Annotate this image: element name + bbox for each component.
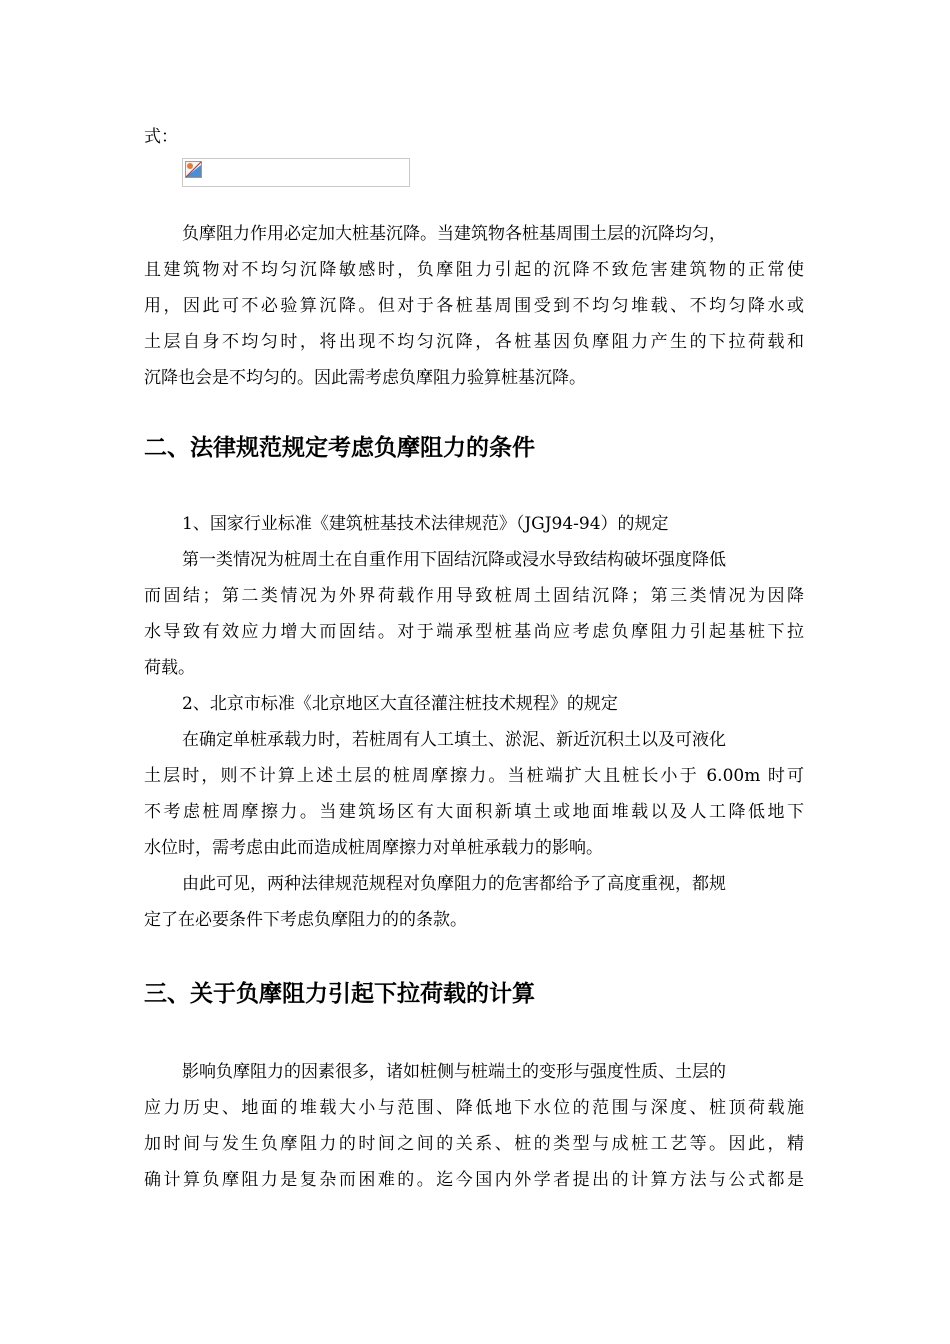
section-heading-3: 三、关于负摩阻力引起下拉荷载的计算 (144, 981, 535, 1007)
item1-title: 1、国家行业标准《建筑桩基技术法律规范》（JGJ94-94）的规定 (182, 514, 669, 534)
paragraph-line: 而固结；第二类情况为外界荷载作用导致桩周土固结沉降；第三类情况为因降 (144, 586, 804, 606)
paragraph-line: 影响负摩阻力的因素很多，诸如桩侧与桩端土的变形与强度性质、土层的 (182, 1062, 726, 1082)
paragraph-line: 用，因此可不必验算沉降。但对于各桩基周围受到不均匀堆载、不均匀降水或 (144, 296, 804, 316)
paragraph-line: 由此可见，两种法律规范规程对负摩阻力的危害都给予了高度重视，都规 (182, 874, 726, 894)
paragraph-line: 在确定单桩承载力时，若桩周有人工填土、淤泥、新近沉积土以及可液化 (182, 730, 726, 750)
paragraph-line: 确计算负摩阻力是复杂而困难的。迄今国内外学者提出的计算方法与公式都是 (144, 1170, 804, 1190)
formula-intro: 式： (144, 127, 178, 147)
broken-image-icon (185, 161, 202, 178)
paragraph-line: 负摩阻力作用必定加大桩基沉降。当建筑物各桩基周围土层的沉降均匀， (182, 224, 726, 244)
paragraph-line: 且建筑物对不均匀沉降敏感时，负摩阻力引起的沉降不致危害建筑物的正常使 (144, 260, 804, 280)
paragraph-line: 应力历史、地面的堆载大小与范围、降低地下水位的范围与深度、桩顶荷载施 (144, 1098, 804, 1118)
section-heading-2: 二、法律规范规定考虑负摩阻力的条件 (144, 435, 535, 461)
paragraph-line: 第一类情况为桩周土在自重作用下固结沉降或浸水导致结构破坏强度降低 (182, 550, 726, 570)
formula-image (182, 158, 410, 187)
paragraph-line: 水位时，需考虑由此而造成桩周摩擦力对单桩承载力的影响。 (144, 838, 603, 858)
paragraph-line: 不考虑桩周摩擦力。当建筑场区有大面积新填土或地面堆载以及人工降低地下 (144, 802, 804, 822)
paragraph-line: 沉降也会是不均匀的。因此需考虑负摩阻力验算桩基沉降。 (144, 368, 586, 388)
paragraph-line: 土层时，则不计算上述土层的桩周摩擦力。当桩端扩大且桩长小于 6.00m 时可 (144, 766, 804, 786)
paragraph-line: 加时间与发生负摩阻力的时间之间的关系、桩的类型与成桩工艺等。因此，精 (144, 1134, 804, 1154)
paragraph-line: 土层自身不均匀时，将出现不均匀沉降，各桩基因负摩阻力产生的下拉荷载和 (144, 332, 804, 352)
paragraph-line: 荷载。 (144, 658, 195, 678)
item2-title: 2、北京市标准《北京地区大直径灌注桩技术规程》的规定 (182, 694, 618, 714)
paragraph-line: 水导致有效应力增大而固结。对于端承型桩基尚应考虑负摩阻力引起基桩下拉 (144, 622, 804, 642)
paragraph-line: 定了在必要条件下考虑负摩阻力的的条款。 (144, 910, 467, 930)
